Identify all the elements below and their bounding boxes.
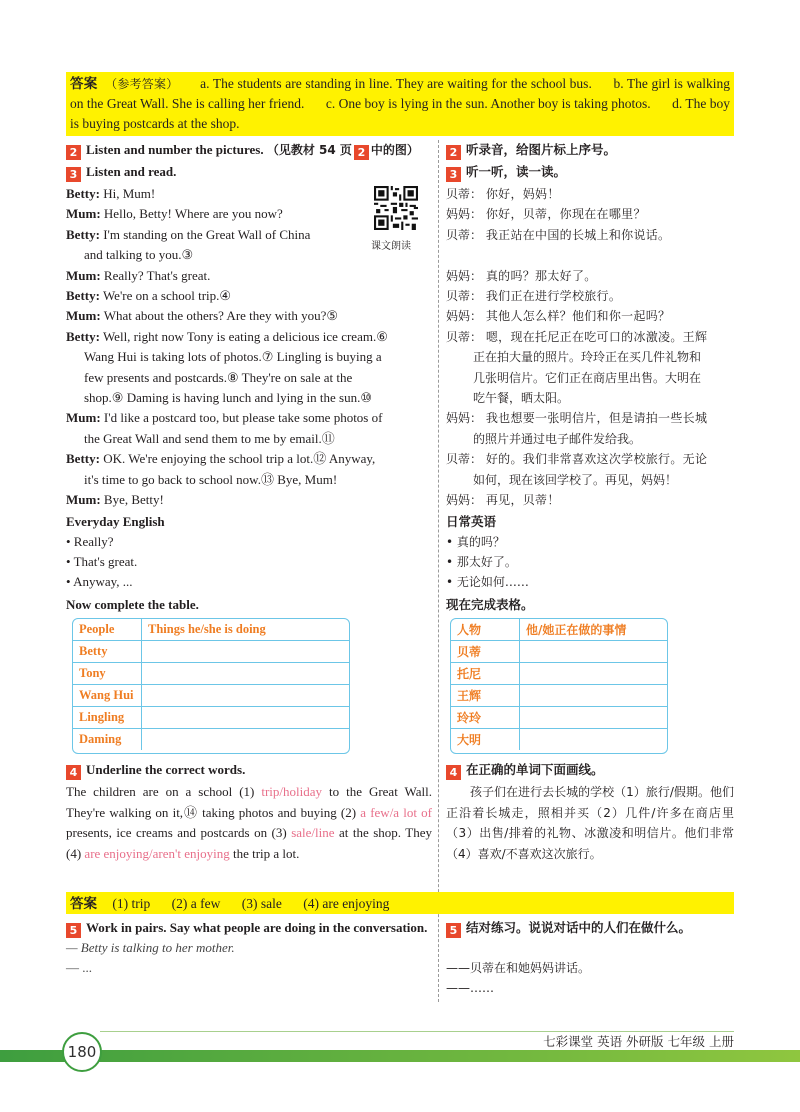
dialogue-text: OK. We're enjoying the school trip a lot.⑫ Anyway,	[103, 451, 376, 467]
dialogue-continuation: 的照片并通过电子邮件发给我。	[473, 431, 642, 446]
column-divider	[438, 140, 439, 1002]
answer-label-2: 答案	[70, 896, 97, 912]
dialogue-text: 其他人怎么样？他们和你一起吗？	[485, 309, 671, 324]
answer-c: c. One boy is lying in the sun. Another boy is taking photos.	[325, 96, 651, 111]
section-5-title-cn	[446, 918, 734, 938]
table-cell-blank[interactable]	[142, 685, 350, 707]
para-part: at the shop. They (4)	[66, 825, 433, 861]
dialogue-line	[446, 306, 734, 326]
speaker-label: Betty:	[66, 451, 100, 467]
everyday-english-title: Everyday English	[66, 513, 165, 529]
section-5-en: Work in pairs. Say what people are doing in the conversation.	[86, 920, 428, 935]
dialogue-text: Really? That's great.	[103, 267, 211, 283]
answer-item: (3) sale	[241, 896, 282, 911]
section-2-number-cn: 2	[446, 145, 461, 160]
table-cell-blank-cn[interactable]	[520, 663, 668, 685]
table-cell-blank-cn[interactable]	[520, 685, 668, 707]
dialogue-text: 真的吗？那太好了。	[485, 268, 597, 283]
everyday-english-title-cn: 日常英语	[446, 513, 497, 529]
option-2[interactable]: a few/a lot of	[360, 804, 432, 820]
section-4-title	[66, 760, 432, 780]
para-part: to the Great Wall. They're walking on it,⑭ taking photos and buying (2)	[66, 784, 433, 820]
bullet-item: • Anyway, ...	[66, 573, 133, 589]
section-3-en: Listen and read.	[86, 164, 177, 179]
speaker-label: 贝蒂：	[446, 289, 483, 304]
table-cell-blank-cn[interactable]	[520, 729, 668, 751]
answer-item: (1) trip	[112, 896, 151, 911]
table-cell-blank-cn[interactable]	[520, 707, 668, 729]
speaker-label: Betty:	[66, 186, 100, 201]
speaker-label: 妈妈：	[446, 268, 483, 283]
table-row-label: Lingling	[73, 707, 142, 729]
dialogue-text: 我也想要一张明信片，但是请拍一些长城	[485, 411, 708, 426]
answer-box-2	[66, 892, 734, 914]
people-table-cn	[450, 618, 668, 754]
answer-a: a. The students are standing in line. They are waiting for the school bus.	[200, 76, 592, 91]
section-4-number-cn: 4	[446, 765, 461, 780]
bullet-item: • 那太好了。	[446, 554, 517, 569]
table-head-people: People	[73, 619, 142, 641]
section-5-title	[66, 918, 432, 938]
dialogue-line	[446, 204, 734, 224]
dialogue-text: I'm standing on the Great Wall of China	[103, 226, 311, 242]
bullet-item: • That's great.	[66, 553, 138, 569]
speaker-label: Mum:	[66, 308, 101, 324]
dialogue-continuation: 如何，现在该回学校了。再见，妈妈！	[473, 472, 678, 487]
table-cell-blank[interactable]	[142, 641, 350, 663]
table-head-things-cn: 他/她正在做的事情	[520, 619, 668, 641]
section-5-example-1: — Betty is talking to her mother.	[66, 940, 235, 955]
section-2-title-cn	[446, 140, 734, 160]
table-row-label-cn: 玲玲	[451, 707, 520, 729]
dialogue-text: Well, right now Tony is eating a delicious ice cream.⑥	[102, 328, 388, 344]
section-3-cn: 听一听，读一读。	[466, 164, 567, 179]
speaker-label: 贝蒂：	[446, 452, 483, 467]
dialogue-line	[66, 286, 432, 306]
dialogue-line	[66, 306, 432, 326]
table-head-things: Things he/she is doing	[142, 619, 350, 641]
answer-box-1	[66, 72, 734, 136]
footer-title: 七彩课堂 英语 外研版 七年级 上册	[543, 1034, 734, 1049]
complete-table-title: Now complete the table.	[66, 596, 199, 612]
dialogue-continuation: the Great Wall and send them to me by email.⑪	[84, 430, 335, 446]
dialogue-continuation: 几张明信片。它们正在商店里出售。大明在	[473, 370, 702, 385]
dialogue-text: 嗯，现在托尼正在吃可口的冰激凌。王辉	[485, 329, 708, 344]
section-4-number: 4	[66, 765, 81, 780]
option-1[interactable]: trip/holiday	[261, 784, 323, 799]
speaker-label: Mum:	[66, 492, 101, 508]
dialogue-continuation	[446, 245, 734, 265]
dialogue-continuation: 正在拍大量的照片。玲玲正在买几件礼物和	[473, 350, 702, 365]
table-head-people-cn: 人物	[451, 619, 520, 641]
answer-d: d. The boy is buying postcards at the shop.	[70, 96, 731, 131]
qr-code-icon[interactable]	[374, 186, 418, 230]
dialogue-line	[446, 490, 734, 510]
right-column	[446, 140, 734, 615]
table-row-label: Tony	[73, 663, 142, 685]
para-part: The children are on a school (1)	[66, 784, 255, 799]
speaker-label: Mum:	[66, 267, 101, 283]
section-2-note-post: 中的图）	[370, 143, 419, 157]
section-4-cn: 在正确的单词下面画线。	[466, 762, 604, 777]
everyday-english-list-cn	[446, 532, 734, 592]
speaker-label: 贝蒂：	[446, 227, 483, 242]
dialogue-line	[66, 449, 432, 469]
speaker-label: Betty:	[66, 288, 100, 304]
dialogue-line	[446, 266, 734, 286]
section-3-number-cn: 3	[446, 167, 461, 182]
table-cell-blank[interactable]	[142, 729, 350, 751]
dialogue-line	[446, 286, 734, 306]
speaker-label: 妈妈：	[446, 207, 483, 222]
dialogue-line	[446, 449, 734, 469]
people-table	[72, 618, 350, 754]
section-4-left	[66, 760, 432, 864]
section-3-title-cn	[446, 162, 734, 182]
section-3-number: 3	[66, 167, 81, 182]
dialogue-text: Hello, Betty! Where are you now?	[103, 206, 283, 222]
bullet-item: • 无论如何……	[446, 574, 529, 589]
table-row-label-cn: 托尼	[451, 663, 520, 685]
dialogue-cn	[446, 184, 734, 511]
dialogue-line	[446, 327, 734, 347]
dialogue-line	[66, 408, 432, 428]
qr-label: 课文朗读	[371, 241, 411, 252]
answer-item: (2) a few	[171, 896, 221, 911]
section-5-left	[66, 918, 432, 979]
dialogue-text: 我正站在中国的长城上和你说话。	[485, 227, 671, 242]
section-4-en: Underline the correct words.	[86, 762, 246, 777]
dialogue-continuation: shop.⑨ Daming is having lunch and lying in the sun.⑩	[84, 390, 372, 406]
table-row-label-cn: 大明	[451, 729, 520, 751]
option-4[interactable]: are enjoying/aren't enjoying	[84, 845, 230, 861]
dialogue-line	[446, 184, 734, 204]
bullet-item: • 真的吗？	[446, 534, 505, 549]
speaker-label: 贝蒂：	[446, 329, 483, 344]
answer-ref: （参考答案）	[105, 77, 179, 91]
speaker-label: Betty:	[66, 328, 100, 344]
table-row-label-cn: 贝蒂	[451, 641, 520, 663]
dialogue-line	[446, 225, 734, 245]
table-cell-blank[interactable]	[142, 663, 350, 685]
speaker-label: Betty:	[66, 226, 100, 242]
section-2-note-num: 2	[354, 145, 369, 160]
dialogue-text: Bye, Betty!	[103, 492, 164, 508]
table-row-label: Betty	[73, 641, 142, 663]
section-2-note: （见教材 54 页	[266, 143, 352, 157]
dialogue-continuation: Wang Hui is taking lots of photos.⑦ Lingling is buying a	[84, 349, 382, 365]
speaker-label: 妈妈：	[446, 411, 483, 426]
table-cell-blank-cn[interactable]	[520, 641, 668, 663]
table-cell-blank[interactable]	[142, 707, 350, 729]
complete-table-title-cn: 现在完成表格。	[446, 596, 534, 612]
table-row-label: Daming	[73, 729, 142, 751]
dialogue-text: 你好，贝蒂，你现在在哪里？	[485, 207, 646, 222]
dialogue-en	[66, 184, 432, 511]
section-3-title	[66, 162, 432, 182]
dialogue-text: What about the others? Are they with you?⑤	[103, 308, 339, 324]
dialogue-text: Hi, Mum!	[103, 186, 156, 201]
footer-bar	[0, 1050, 800, 1062]
page-number: 180	[62, 1032, 102, 1072]
section-4-title-cn	[446, 760, 734, 780]
section-5-example-2: — ...	[66, 960, 92, 976]
dialogue-line	[66, 327, 432, 347]
bullet-item: • Really?	[66, 533, 114, 549]
dialogue-text: 好的。我们非常喜欢这次学校旅行。无论	[485, 452, 708, 467]
section-5-number-cn: 5	[446, 923, 461, 938]
option-3[interactable]: sale/line	[291, 825, 335, 840]
dialogue-text: We're on a school trip.④	[102, 288, 232, 304]
dialogue-continuation: few presents and postcards.⑧ They're on sale at the	[84, 369, 353, 385]
table-row-label: Wang Hui	[73, 685, 142, 707]
section-5-example-2-cn: ——……	[446, 981, 494, 996]
answer-item: (4) are enjoying	[303, 896, 390, 911]
dialogue-line	[66, 490, 432, 510]
dialogue-text: I'd like a postcard too, but please take some photos of	[103, 410, 383, 426]
speaker-label: Mum:	[66, 410, 101, 426]
section-5-number: 5	[66, 923, 81, 938]
speaker-label: 妈妈：	[446, 493, 483, 508]
section-5-cn: 结对练习。说说对话中的人们在做什么。	[466, 920, 692, 935]
answer-b: b. The girl is walking on the Great Wall. She is calling her friend.	[70, 76, 730, 111]
section-4-paragraph-cn: 孩子们在进行去长城的学校（1）旅行/假期。他们正沿着长城走，照相并买（2）几件/许多在商店里（3）出售/排着的礼物、冰激凌和明信片。他们非常（4）喜欢/不喜欢这次旅行。	[446, 785, 734, 861]
section-4-paragraph	[66, 782, 432, 864]
dialogue-continuation: and talking to you.③	[84, 247, 194, 263]
dialogue-text: 我们正在进行学校旅行。	[485, 289, 622, 304]
section-5-example-1-cn: ——贝蒂在和她妈妈讲话。	[446, 961, 591, 975]
speaker-label: 贝蒂：	[446, 187, 483, 201]
section-5-right	[446, 918, 734, 999]
section-2-number: 2	[66, 145, 81, 160]
dialogue-line	[66, 266, 432, 286]
para-part: the trip a lot.	[232, 845, 300, 861]
section-2-cn: 听录音，给图片标上序号。	[466, 142, 617, 157]
speaker-label: 妈妈：	[446, 309, 483, 324]
section-2-title	[66, 140, 432, 160]
dialogue-line	[66, 225, 366, 245]
answer-label: 答案	[70, 76, 98, 92]
dialogue-text: 你好，妈妈！	[485, 187, 560, 201]
section-4-right	[446, 760, 734, 864]
speaker-label: Mum:	[66, 206, 101, 222]
table-row-label-cn: 王辉	[451, 685, 520, 707]
dialogue-continuation: it's time to go back to school now.⑬ Bye, Mum!	[84, 471, 338, 487]
dialogue-text: 再见，贝蒂！	[485, 493, 560, 508]
dialogue-continuation: 吃午餐，晒太阳。	[473, 391, 570, 406]
everyday-english-list	[66, 532, 432, 592]
para-part: presents, ice creams and postcards on (3)	[66, 825, 287, 840]
dialogue-line	[446, 408, 734, 428]
section-2-en: Listen and number the pictures.	[86, 142, 264, 157]
